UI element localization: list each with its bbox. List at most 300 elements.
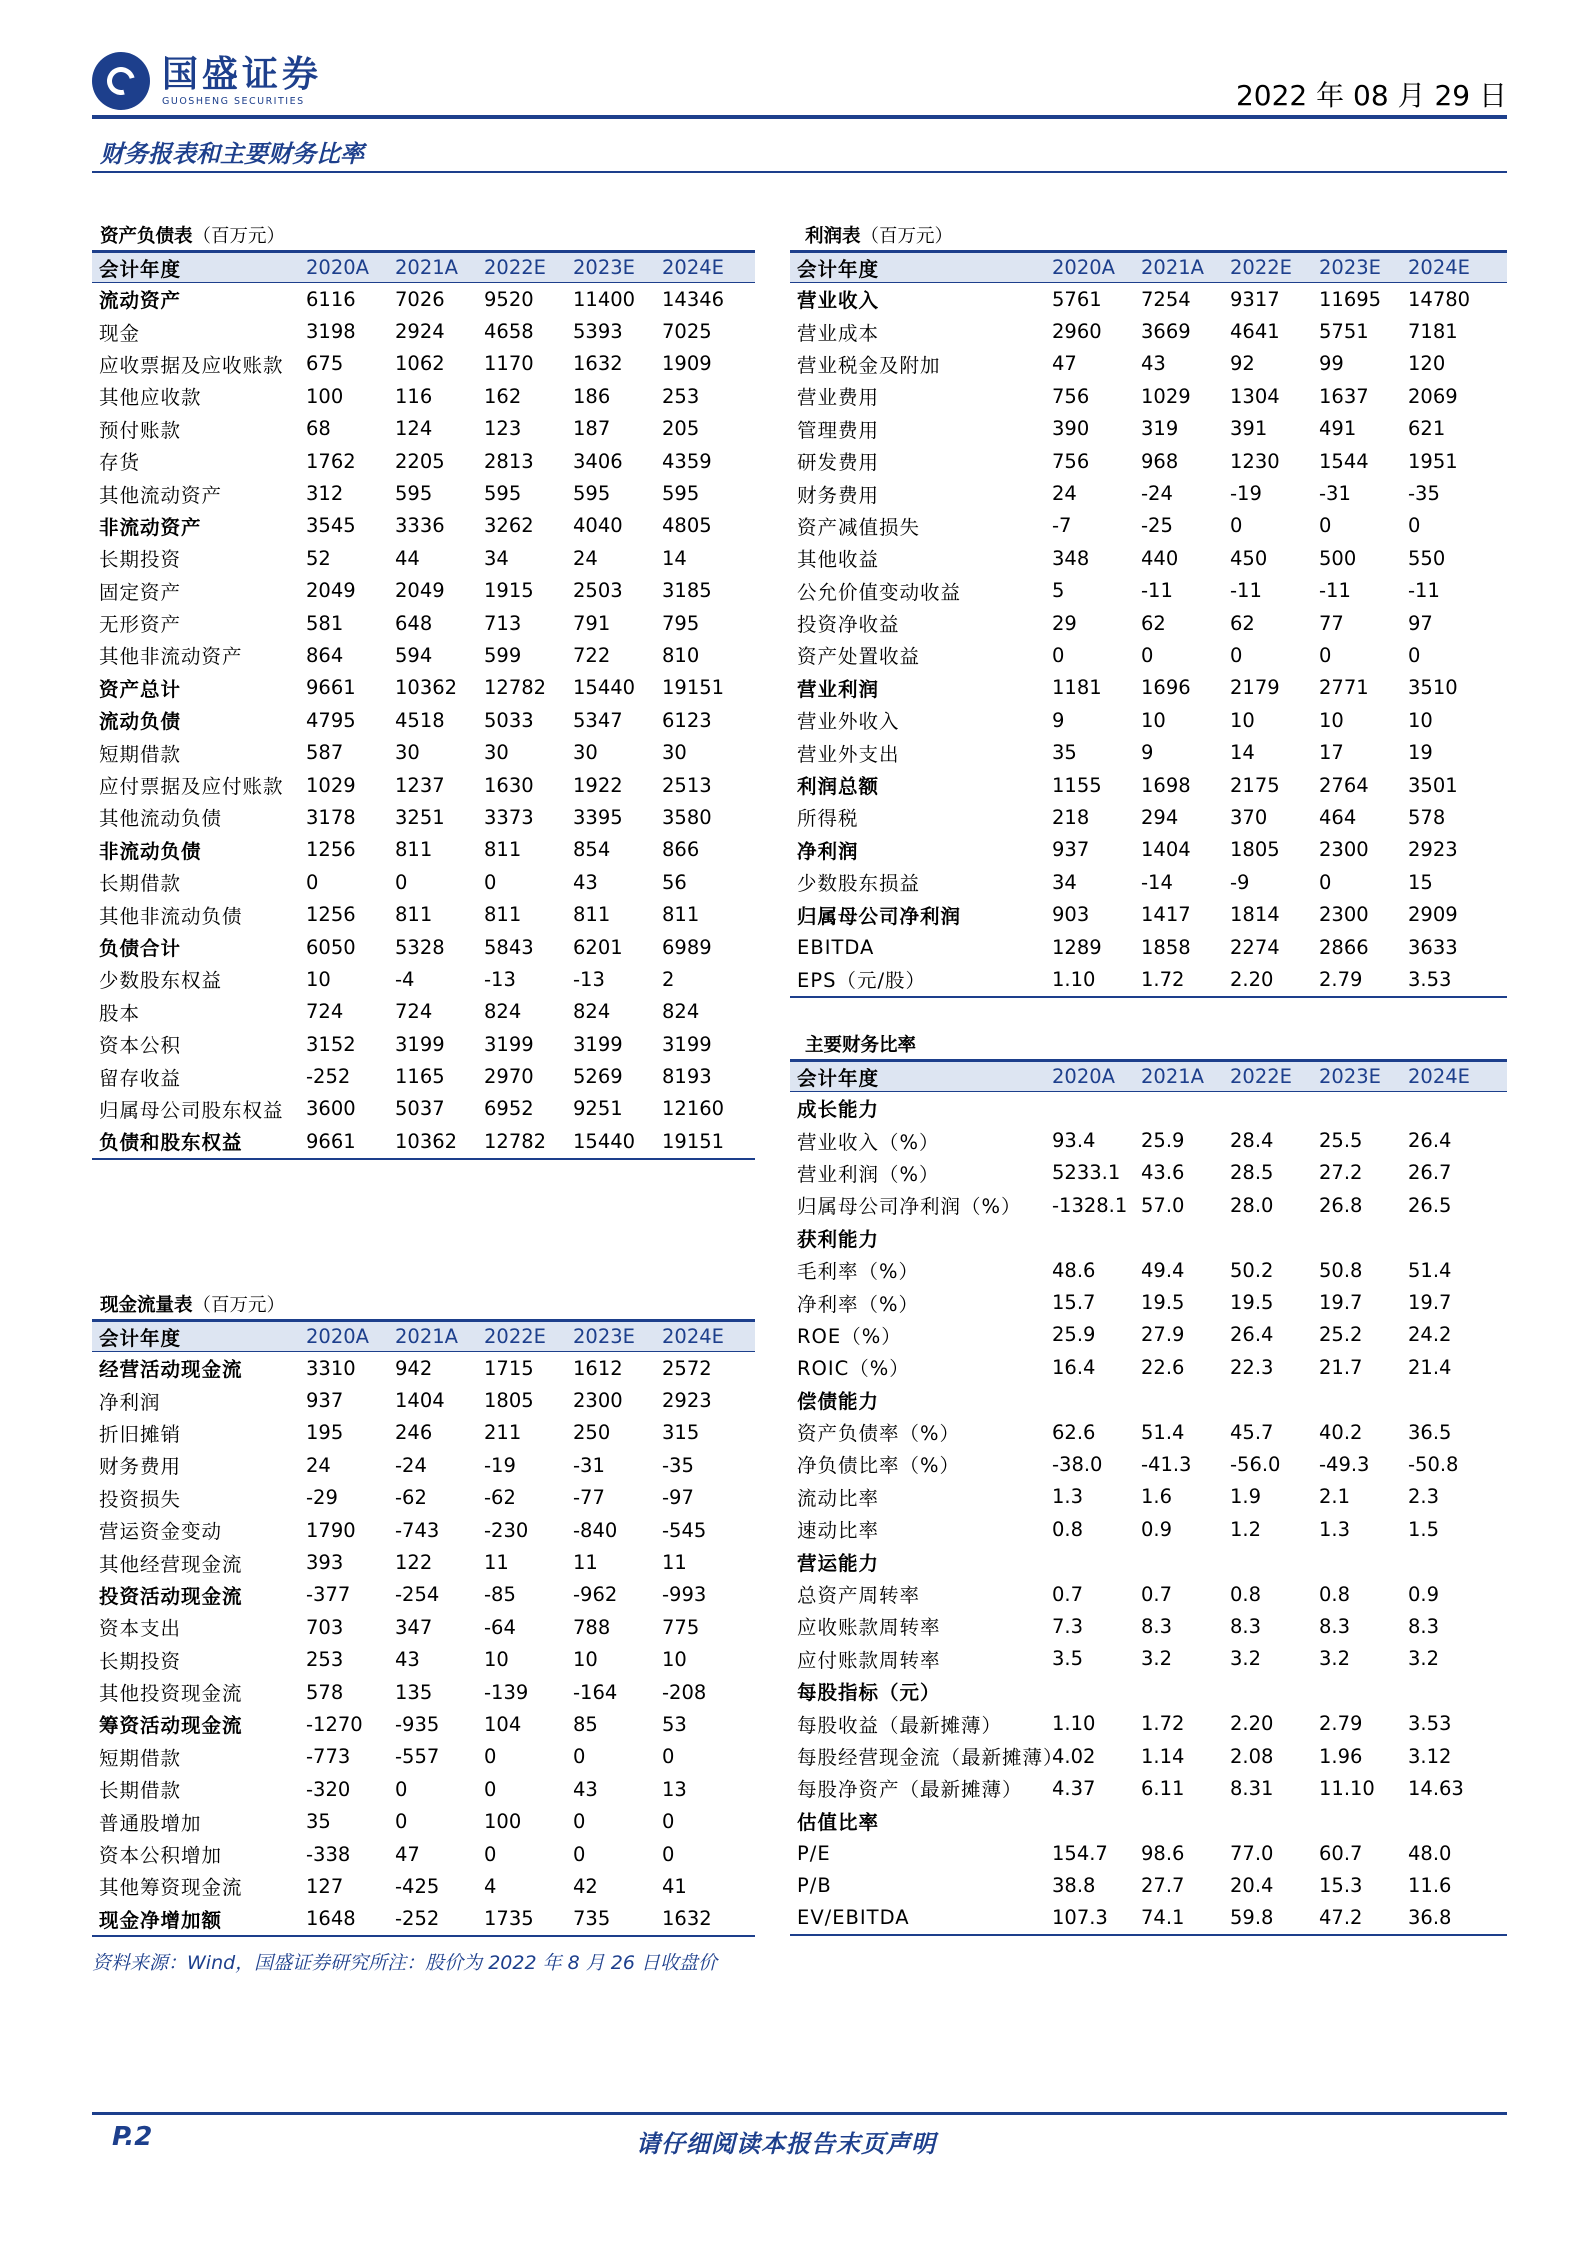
row-value: 1404 xyxy=(1141,838,1191,862)
row-value: 0.8 xyxy=(1319,1582,1351,1606)
row-value: 2049 xyxy=(306,579,356,603)
row-value: 10 xyxy=(306,967,331,991)
row-value: 1165 xyxy=(395,1065,445,1089)
row-value: 47 xyxy=(395,1842,420,1866)
row-value: 41 xyxy=(662,1874,687,1898)
row-label: 资产负债率（%） xyxy=(797,1422,961,1446)
row-value: 3251 xyxy=(395,805,445,829)
row-value: 14 xyxy=(662,546,687,570)
table-row xyxy=(790,736,1507,768)
row-value: 2.20 xyxy=(1223,963,1312,996)
row-label: 流动负债 xyxy=(99,710,182,734)
row-value: 0.8 xyxy=(1052,1517,1084,1541)
row-value: 1029 xyxy=(306,773,356,797)
table-row xyxy=(790,704,1507,736)
row-value: 120 xyxy=(1408,352,1446,376)
row-value: 43 xyxy=(395,1648,420,1672)
row-label: 资本公积增加 xyxy=(99,1844,223,1868)
table-row xyxy=(790,315,1507,347)
row-value: 1715 xyxy=(484,1356,534,1380)
table-row xyxy=(790,1092,1507,1125)
row-label: 营业利润 xyxy=(797,677,880,701)
row-value: 0 xyxy=(484,870,497,894)
row-value: 15440 xyxy=(573,676,636,700)
row-value: 11400 xyxy=(573,287,636,311)
column-header-year: 2024E xyxy=(655,1321,755,1352)
row-value: -35 xyxy=(1408,482,1440,506)
column-header-year: 2021A xyxy=(388,252,477,283)
column-header-year: 2023E xyxy=(566,1321,655,1352)
table-row xyxy=(92,510,755,542)
table-row xyxy=(790,1384,1507,1416)
row-value: 0.9 xyxy=(1141,1517,1173,1541)
table-row xyxy=(92,704,755,736)
row-label: 其他收益 xyxy=(797,548,880,572)
row-label: 资产减值损失 xyxy=(797,515,921,539)
row-value: 4518 xyxy=(395,708,445,732)
row-label: 每股指标（元） xyxy=(797,1681,941,1705)
row-value: 15 xyxy=(1408,870,1433,894)
row-value: 1805 xyxy=(484,1389,534,1413)
row-value: 107.3 xyxy=(1045,1902,1134,1935)
row-value: 2.3 xyxy=(1408,1485,1440,1509)
row-value: -64 xyxy=(484,1615,516,1639)
row-value: 1404 xyxy=(395,1389,445,1413)
row-label: 短期借款 xyxy=(99,1746,182,1770)
row-value: 390 xyxy=(1052,417,1090,441)
row-value: 34 xyxy=(484,546,509,570)
row-value: 12782 xyxy=(484,676,547,700)
row-value: 19.7 xyxy=(1319,1291,1363,1315)
row-value: -773 xyxy=(306,1745,351,1769)
row-value: 4359 xyxy=(662,449,712,473)
row-value: -254 xyxy=(395,1583,440,1607)
table-row xyxy=(92,1449,755,1481)
row-value: -935 xyxy=(395,1712,440,1736)
table-row xyxy=(92,575,755,607)
table-row xyxy=(92,866,755,898)
row-value: 1632 xyxy=(573,352,623,376)
row-value: 5751 xyxy=(1319,320,1369,344)
row-value: 253 xyxy=(662,384,700,408)
row-value: 370 xyxy=(1230,805,1268,829)
row-value: 2909 xyxy=(1408,903,1458,927)
row-value: -31 xyxy=(573,1453,605,1477)
row-value: 10 xyxy=(1408,708,1433,732)
row-value: 3199 xyxy=(484,1032,534,1056)
row-value: 4795 xyxy=(306,708,356,732)
row-value: 1.3 xyxy=(1319,1517,1351,1541)
row-value xyxy=(1223,1092,1312,1125)
row-value: 824 xyxy=(484,1000,522,1024)
row-value xyxy=(1045,1092,1134,1125)
table-row xyxy=(92,1028,755,1060)
row-value: 811 xyxy=(662,903,700,927)
row-value xyxy=(1134,1675,1223,1707)
row-label: 利润总额 xyxy=(797,775,880,799)
ratios-title: 主要财务比率 xyxy=(805,1035,917,1056)
row-value xyxy=(1134,1805,1223,1837)
row-value: 5269 xyxy=(573,1065,623,1089)
column-header-label: 会计年度 xyxy=(790,1061,1045,1092)
cash-flow-table xyxy=(92,1319,755,1937)
row-value: 0.8 xyxy=(1230,1582,1262,1606)
row-value: -38.0 xyxy=(1052,1452,1103,1476)
row-value: 4040 xyxy=(573,514,623,538)
row-value: 713 xyxy=(484,611,522,635)
row-value: 595 xyxy=(573,482,611,506)
row-value: -7 xyxy=(1052,514,1072,538)
row-label: 速动比率 xyxy=(797,1519,880,1543)
row-label: 净负债比率（%） xyxy=(797,1454,961,1478)
column-header-year: 2023E xyxy=(566,252,655,283)
row-value: -77 xyxy=(573,1486,605,1510)
row-value: 937 xyxy=(1052,838,1090,862)
row-value: 347 xyxy=(395,1615,433,1639)
row-value: 43 xyxy=(573,870,598,894)
row-value: -4 xyxy=(395,967,415,991)
column-header-label: 会计年度 xyxy=(790,252,1045,283)
row-value: 10 xyxy=(484,1648,509,1672)
table-row xyxy=(92,1125,755,1158)
row-label: 投资损失 xyxy=(99,1487,182,1511)
row-value: 0.7 xyxy=(1141,1582,1173,1606)
row-value: 1648 xyxy=(299,1903,388,1936)
row-value: 24 xyxy=(573,546,598,570)
table-row xyxy=(92,315,755,347)
row-value: 810 xyxy=(662,643,700,667)
row-label: 少数股东权益 xyxy=(99,969,223,993)
balance-sheet-table xyxy=(92,250,755,1160)
row-value: 30 xyxy=(484,741,509,765)
row-label: 筹资活动现金流 xyxy=(99,1714,243,1738)
row-value: 578 xyxy=(1408,805,1446,829)
row-value: 22.6 xyxy=(1141,1355,1185,1379)
table-row xyxy=(790,1157,1507,1189)
row-value: 4.37 xyxy=(1052,1776,1096,1800)
row-value: 2923 xyxy=(662,1389,712,1413)
row-value: -320 xyxy=(306,1777,351,1801)
row-value: 348 xyxy=(1052,546,1090,570)
row-value: 26.8 xyxy=(1319,1193,1363,1217)
row-value: -1328.1 xyxy=(1052,1193,1128,1217)
table-row xyxy=(92,672,755,704)
row-label: 管理费用 xyxy=(797,418,880,442)
row-value: 0 xyxy=(662,1810,675,1834)
row-label: 财务费用 xyxy=(797,483,880,507)
row-value: 62.6 xyxy=(1052,1420,1096,1444)
table-row xyxy=(92,931,755,963)
row-value: 11 xyxy=(573,1551,598,1575)
row-label: 公允价值变动收益 xyxy=(797,580,962,604)
row-value: 47 xyxy=(1052,352,1077,376)
row-value: -49.3 xyxy=(1319,1452,1370,1476)
row-value: 1.6 xyxy=(1141,1485,1173,1509)
row-value: 3510 xyxy=(1408,676,1458,700)
row-value: 25.9 xyxy=(1052,1323,1096,1347)
row-value: 6201 xyxy=(573,935,623,959)
table-row xyxy=(790,1805,1507,1837)
row-value: 26.4 xyxy=(1230,1323,1274,1347)
row-value: 43.6 xyxy=(1141,1161,1185,1185)
row-value xyxy=(1134,1092,1223,1125)
row-value: 7.3 xyxy=(1052,1614,1084,1638)
row-value: 1637 xyxy=(1319,384,1369,408)
table-row xyxy=(92,607,755,639)
row-label: 营运资金变动 xyxy=(99,1520,223,1544)
row-value: 1256 xyxy=(306,838,356,862)
row-value: 2503 xyxy=(573,579,623,603)
row-value xyxy=(1401,1222,1507,1254)
table-row xyxy=(790,607,1507,639)
row-value: -25 xyxy=(1141,514,1173,538)
row-value: 21.4 xyxy=(1408,1355,1452,1379)
row-value: 22.3 xyxy=(1230,1355,1274,1379)
row-value: 34 xyxy=(1052,870,1077,894)
row-label: 留存收益 xyxy=(99,1066,182,1090)
row-value: 393 xyxy=(306,1551,344,1575)
row-value: 968 xyxy=(1141,449,1179,473)
row-value: 53 xyxy=(662,1712,687,1736)
row-value: 2866 xyxy=(1319,935,1369,959)
row-value: 315 xyxy=(662,1421,700,1445)
row-value xyxy=(1045,1545,1134,1577)
row-value: 36.5 xyxy=(1408,1420,1452,1444)
row-value: 25.9 xyxy=(1141,1129,1185,1153)
table-row xyxy=(92,380,755,412)
row-value: 27.2 xyxy=(1319,1161,1363,1185)
row-label: 营业收入 xyxy=(797,289,880,313)
row-value: 578 xyxy=(306,1680,344,1704)
row-value: 581 xyxy=(306,611,344,635)
row-value: 9317 xyxy=(1230,287,1280,311)
row-value: 8.3 xyxy=(1141,1614,1173,1638)
row-value: 2300 xyxy=(1319,838,1369,862)
row-value: 2300 xyxy=(573,1389,623,1413)
row-label: 其他非流动负债 xyxy=(99,904,243,928)
row-value: 864 xyxy=(306,643,344,667)
row-value: 3580 xyxy=(662,805,712,829)
row-value: -1270 xyxy=(306,1712,363,1736)
row-value xyxy=(1401,1805,1507,1837)
section-divider xyxy=(92,171,1507,173)
row-label: 净利润 xyxy=(99,1390,161,1414)
row-value: 1029 xyxy=(1141,384,1191,408)
table-row xyxy=(790,542,1507,574)
table-row xyxy=(92,283,755,316)
table-row xyxy=(92,1708,755,1740)
row-value: 595 xyxy=(484,482,522,506)
row-label: 营业费用 xyxy=(797,386,880,410)
row-value: 56 xyxy=(662,870,687,894)
row-value: 5393 xyxy=(573,320,623,344)
row-label: 投资净收益 xyxy=(797,613,900,637)
table-row xyxy=(92,1417,755,1449)
row-value: 735 xyxy=(566,1903,655,1936)
row-value: 11.6 xyxy=(1408,1874,1452,1898)
row-value: -62 xyxy=(395,1486,427,1510)
row-label: EV/EBITDA xyxy=(790,1902,1045,1935)
row-value: 218 xyxy=(1052,805,1090,829)
row-value: -56.0 xyxy=(1230,1452,1281,1476)
table-row xyxy=(92,736,755,768)
row-value: 2274 xyxy=(1230,935,1280,959)
row-value: 0 xyxy=(395,1810,408,1834)
row-value: 28.0 xyxy=(1230,1193,1274,1217)
table-row xyxy=(790,380,1507,412)
row-label: 每股经营现金流（最新摊薄） xyxy=(797,1746,1064,1769)
row-label: 财务费用 xyxy=(99,1455,182,1479)
row-value: 0 xyxy=(1319,514,1332,538)
row-value xyxy=(1045,1384,1134,1416)
table-row xyxy=(790,413,1507,445)
row-value: 675 xyxy=(306,352,344,376)
table-row xyxy=(92,348,755,380)
row-value: 93.4 xyxy=(1052,1129,1096,1153)
row-value: 17 xyxy=(1319,741,1344,765)
row-value: 122 xyxy=(395,1551,433,1575)
table-row xyxy=(92,1773,755,1805)
table-row xyxy=(92,639,755,671)
row-value: 10362 xyxy=(395,676,458,700)
row-value: 1.96 xyxy=(1319,1744,1363,1768)
table-row xyxy=(790,510,1507,542)
page-number: P.2 xyxy=(112,2122,153,2152)
row-value: 26.7 xyxy=(1408,1161,1452,1185)
row-value: 26.5 xyxy=(1408,1193,1452,1217)
table-header-row xyxy=(92,252,755,283)
row-value: 5 xyxy=(1052,579,1065,603)
row-value: 2.08 xyxy=(1230,1744,1274,1768)
row-value: 24.2 xyxy=(1408,1323,1452,1347)
row-value xyxy=(1312,1545,1401,1577)
table-row xyxy=(92,1093,755,1125)
row-label: 营业利润（%） xyxy=(797,1162,940,1186)
row-value: 28.4 xyxy=(1230,1129,1274,1153)
row-value: 62 xyxy=(1230,611,1255,635)
row-value: 824 xyxy=(573,1000,611,1024)
row-value: 1155 xyxy=(1052,773,1102,797)
row-value: 1062 xyxy=(395,352,445,376)
row-label: 应付账款周转率 xyxy=(797,1648,941,1672)
row-value: 195 xyxy=(306,1421,344,1445)
row-label: 固定资产 xyxy=(99,580,182,604)
row-value: 2.79 xyxy=(1312,963,1401,996)
row-value: 3262 xyxy=(484,514,534,538)
row-value: 866 xyxy=(662,838,700,862)
row-value: 775 xyxy=(662,1615,700,1639)
row-value: 36.8 xyxy=(1401,1902,1507,1935)
row-value: 3.2 xyxy=(1141,1647,1173,1671)
row-value: 162 xyxy=(484,384,522,408)
row-label: 无形资产 xyxy=(99,613,182,637)
table-header-row xyxy=(92,1321,755,1352)
row-value: 60.7 xyxy=(1319,1841,1363,1865)
row-value: 1230 xyxy=(1230,449,1280,473)
row-value: 1181 xyxy=(1052,676,1102,700)
row-value: 20.4 xyxy=(1230,1874,1274,1898)
row-value: 0 xyxy=(662,1842,675,1866)
row-value: 15.3 xyxy=(1319,1874,1363,1898)
row-value: 756 xyxy=(1052,449,1090,473)
income-statement-title: 利润表（百万元） xyxy=(805,226,954,247)
row-value: 8193 xyxy=(662,1065,712,1089)
row-value: 811 xyxy=(484,903,522,927)
table-row xyxy=(790,769,1507,801)
row-label: 长期投资 xyxy=(99,1649,182,1673)
row-value: 116 xyxy=(395,384,433,408)
row-label: 应收账款周转率 xyxy=(797,1616,941,1640)
row-value: 9 xyxy=(1052,708,1065,732)
row-value xyxy=(1401,1675,1507,1707)
row-value: 3.2 xyxy=(1408,1647,1440,1671)
row-label: 所得税 xyxy=(797,807,859,831)
table-row xyxy=(790,1740,1507,1772)
row-value: 7026 xyxy=(395,287,445,311)
table-row xyxy=(790,801,1507,833)
table-header-row xyxy=(790,252,1507,283)
row-value: 1.3 xyxy=(1052,1485,1084,1509)
row-value: 27.9 xyxy=(1141,1323,1185,1347)
table-row xyxy=(92,1741,755,1773)
column-header-year: 2023E xyxy=(1312,252,1401,283)
row-value: -13 xyxy=(573,967,605,991)
table-row xyxy=(790,283,1507,316)
row-value: 43 xyxy=(573,1777,598,1801)
table-row xyxy=(92,1644,755,1676)
row-label: 经营活动现金流 xyxy=(99,1358,243,1382)
row-value: 1915 xyxy=(484,579,534,603)
table-row xyxy=(92,1060,755,1092)
row-label: 成长能力 xyxy=(797,1098,880,1122)
row-value: 77.0 xyxy=(1230,1841,1274,1865)
row-value: 104 xyxy=(484,1712,522,1736)
row-value: 11 xyxy=(662,1551,687,1575)
row-value: 2179 xyxy=(1230,676,1280,700)
table-row xyxy=(790,1545,1507,1577)
row-value: 937 xyxy=(306,1389,344,1413)
row-value: 3199 xyxy=(395,1032,445,1056)
company-logo xyxy=(92,50,322,112)
table-row xyxy=(790,1286,1507,1318)
row-value xyxy=(1401,1092,1507,1125)
row-value: 52 xyxy=(306,546,331,570)
row-value: 74.1 xyxy=(1134,1902,1223,1935)
column-header-year: 2023E xyxy=(1312,1061,1401,1092)
row-label: 非流动资产 xyxy=(99,515,202,539)
row-value: -29 xyxy=(306,1486,338,1510)
row-label: 其他经营现金流 xyxy=(99,1552,243,1576)
row-value: 21.7 xyxy=(1319,1355,1363,1379)
table-row xyxy=(790,834,1507,866)
row-value: 10 xyxy=(662,1648,687,1672)
row-value: 19.7 xyxy=(1408,1291,1452,1315)
row-label: 净利率（%） xyxy=(797,1292,920,1316)
row-value: 2970 xyxy=(484,1065,534,1089)
row-value: 0 xyxy=(1408,643,1421,667)
row-value: -24 xyxy=(1141,482,1173,506)
row-value xyxy=(1312,1222,1401,1254)
row-value: -11 xyxy=(1319,579,1351,603)
row-value: 595 xyxy=(395,482,433,506)
row-value: 1.5 xyxy=(1408,1517,1440,1541)
row-value: 11.10 xyxy=(1319,1776,1375,1800)
row-value: -377 xyxy=(306,1583,351,1607)
row-value: 3395 xyxy=(573,805,623,829)
row-value: 12160 xyxy=(662,1097,725,1121)
row-value: 1417 xyxy=(1141,903,1191,927)
row-label: 其他非流动资产 xyxy=(99,645,243,669)
